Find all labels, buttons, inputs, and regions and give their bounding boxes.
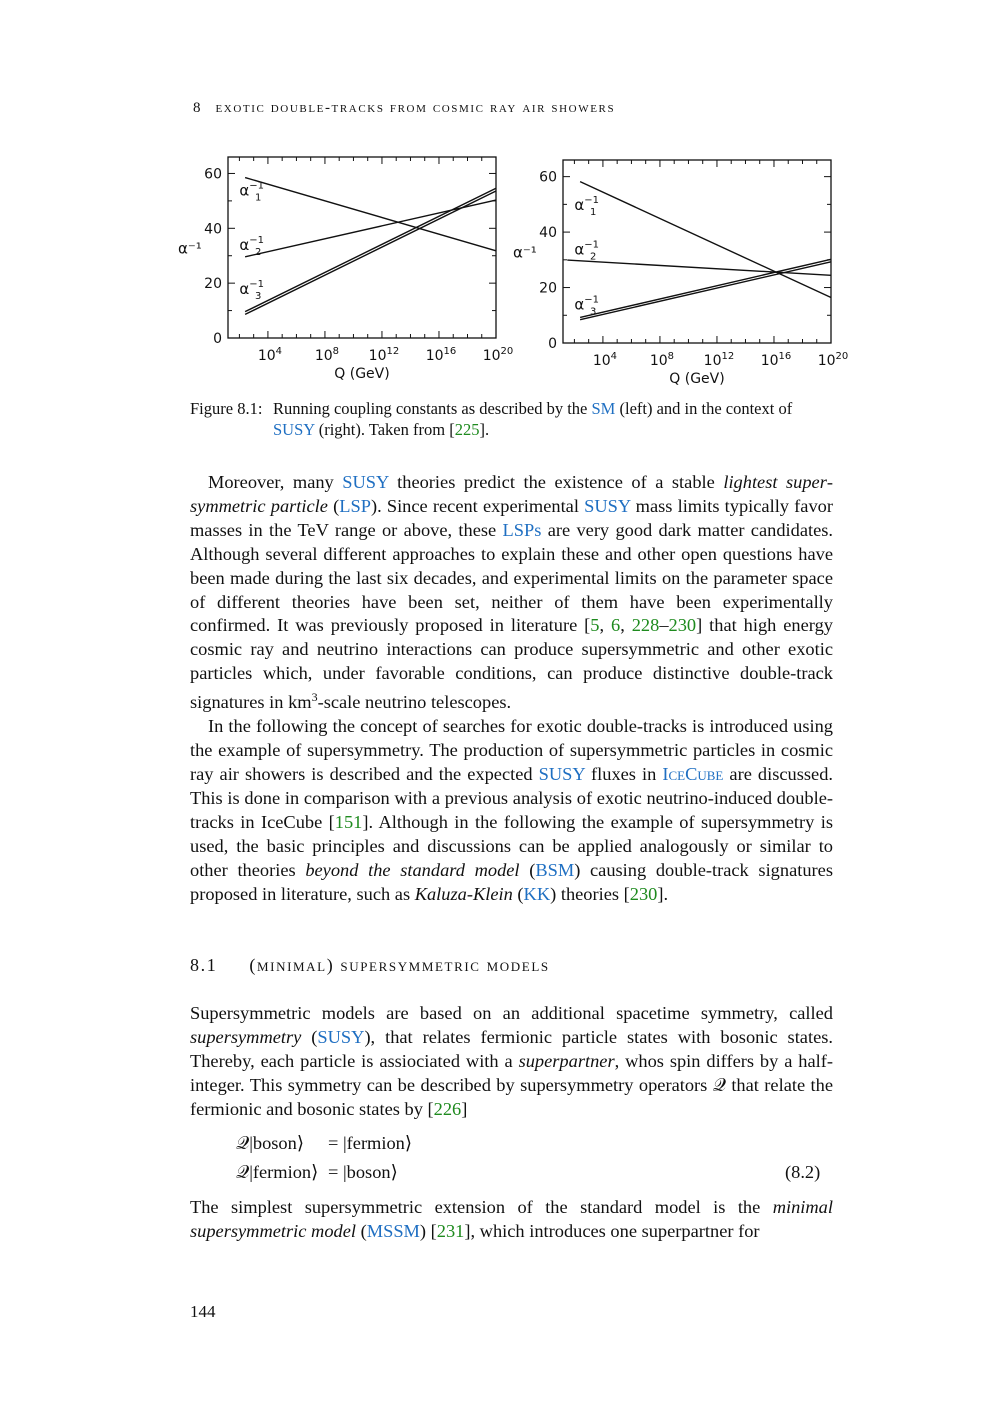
x-tick-label [704,351,735,369]
series-label-sup: −1 [584,294,600,306]
emphasis: beyond the standard model [305,859,520,880]
acronym-link[interactable]: MSSM [366,1220,420,1241]
y-axis-label: α⁻¹ [178,239,202,258]
x-tick-label [426,346,457,364]
x-tick-label [818,351,849,369]
emphasis: superpartner [518,1050,615,1071]
chapter-title: exotic double-tracks from cosmic ray air showers [215,100,616,116]
x-axis-label: Q (GeV) [669,371,725,387]
x-tick-label-exponent: 4 [275,346,283,357]
x-tick-label-exponent: 8 [332,346,340,357]
series-label-sub: 3 [255,291,262,303]
x-tick-label-exponent: 16 [443,346,457,357]
series-label-base: α [574,295,585,314]
text-run: Supersymmetric models are based on an additional spacetime symmetry, called [190,1003,833,1023]
text-run: The simplest supersymmetric extension of the standard model is the [190,1197,773,1217]
plot-frame [563,160,831,343]
equation-line [236,1162,398,1183]
x-tick-label-base: 10 [314,348,333,364]
text-run: ) theories [ [550,883,630,904]
y-tick-label: 20 [539,280,557,297]
text-run: ( [356,1220,367,1241]
figure-caption [190,398,835,440]
series-label-sub: 1 [590,206,597,218]
series-label-sup: −1 [249,180,265,192]
equation-lhs: 𝒬|boson⟩ [236,1133,304,1153]
series-label-base: α [574,240,585,259]
series-label [574,295,599,318]
software-name-link[interactable]: IceCube [662,764,724,784]
x-tick-label-base: 10 [760,353,779,369]
text-run: are discussed. This is done in comparison with a previous analysis of exotic neutrino-induced double-tracks in IceCube [ [190,764,834,832]
chart-susy-running-couplings [505,150,850,385]
text-run: ] that high energy cosmic ray and neutrino interactions can produce supersymmetric and other exotic particles which, under favorable conditions, can produce distinctive double-track signatures in km [190,615,833,713]
series-label-base: α [239,280,250,299]
y-axis-label: α⁻¹ [513,243,537,262]
y-tick-label: 60 [539,169,557,186]
text-run: (left) and in the context of [615,399,793,418]
series-label-base: α [574,195,585,214]
series-line [580,182,831,298]
series-label-sup: −1 [584,194,600,206]
acronym-link[interactable]: SUSY [538,764,585,784]
x-tick-label-base: 10 [482,348,501,364]
chapter-number: 8 [193,100,203,116]
series-label-sub: 2 [590,251,597,263]
text-run: In the following the concept of searches for exotic double-tracks is introduced using the example of supersymmetry. The production of supersymmetric particles in cosmic ray air showers is described and the expected [190,716,833,784]
text-run: are very good dark matter candidates. Although several different approaches to explain these and other open questions have been made during the last six decades, and experimental limits on the parameter space of different theories have been set, neither of them have been experimentally confirmed. It was previously proposed in literature [ [190,519,834,636]
acronym-link[interactable]: BSM [535,859,575,880]
text-run: ), that relates fermionic particle states with bosonic states. Thereby, each particle is assiociated with a [190,1026,833,1071]
series-line [245,200,496,257]
text-run: mass limits typically favor masses in the TeV range or above, these [190,495,833,540]
x-tick-label [258,346,282,364]
x-tick-label [761,351,792,369]
equation-line [236,1133,412,1154]
x-tick-label-base: 10 [817,353,836,369]
text-run: Running coupling constants as described by the [273,399,592,418]
acronym-link[interactable]: KK [523,883,551,904]
emphasis: lightest supersymmetric particle [190,472,833,516]
citation-link[interactable]: 230 [668,615,697,636]
x-tick-label-exponent: 8 [667,351,675,362]
section-title: (minimal) supersymmetric models [249,955,550,975]
equation-lhs: 𝒬|fermion⟩ [236,1162,319,1182]
text-run: ) causing double-track signatures proposed in literature, such as [190,859,833,904]
text-run: Moreover, many [208,472,343,492]
y-tick-label: 0 [213,331,222,347]
text-run: – [659,615,669,636]
equation-rhs: = |fermion⟩ [328,1133,413,1153]
text-run: fluxes in [584,764,663,784]
series-label [239,180,264,203]
x-tick-label [315,346,339,364]
x-tick-label [369,346,400,364]
x-tick-label-base: 10 [368,348,387,364]
x-tick-label-exponent: 16 [778,351,792,362]
y-tick-label: 40 [539,225,557,242]
text-run: theories predict the existence of a stable [388,472,724,492]
series-label-sup: −1 [249,235,265,247]
emphasis: Kaluza-Klein [414,883,513,904]
text-run: ( [301,1026,318,1047]
emphasis: supersymmetry [190,1026,302,1047]
citation-link[interactable]: 226 [433,1098,462,1119]
body-text-section [190,1002,833,1122]
acronym-link[interactable]: SUSY [317,1026,365,1047]
text-run: ], which introduces one superpartner for [464,1220,760,1241]
text-run: ( [519,859,536,880]
citation-link[interactable]: 231 [436,1220,465,1241]
series-label [574,239,599,262]
x-tick-label-base: 10 [592,353,611,369]
text-run: ] [461,1098,468,1119]
text-run: ]. Although in the following the example of supersymmetry is used, the basic principles and discussions can be applied analogously or similar to other theories [190,811,833,880]
series-label-base: α [239,181,250,200]
section-number: 8.1 [190,955,218,975]
citation-link[interactable]: 228 [631,615,660,636]
citation-link[interactable]: 151 [334,811,363,832]
equation-number: (8.2) [785,1162,821,1182]
series-line [245,191,496,314]
x-tick-label-exponent: 12 [721,351,735,362]
y-tick-label: 40 [204,221,222,238]
x-tick-label-base: 10 [425,348,444,364]
x-tick-label [650,351,674,369]
y-tick-label: 20 [204,276,222,293]
acronym-link[interactable]: SM [591,399,616,418]
x-axis-label: Q (GeV) [334,366,390,382]
citation-link[interactable]: 6 [611,615,621,636]
body-text-intro [190,471,833,906]
x-tick-label-base: 10 [703,353,722,369]
text-run: ) [ [419,1220,437,1241]
x-tick-label [593,351,617,369]
series-label-sup: −1 [249,279,265,291]
acronym-link[interactable]: LSP [339,495,371,516]
superscript: 3 [311,690,318,705]
citation-link[interactable]: 225 [454,420,480,439]
series-line [580,262,831,320]
series-line [245,178,496,251]
text-run: , whos spin differs by a half-integer. This symmetry can be described by supersymmetry operators 𝒬 that relate the fermionic and bosonic states by [ [190,1050,833,1119]
acronym-link[interactable]: SUSY [342,472,389,492]
series-label [574,195,599,218]
series-label-sub: 2 [255,247,262,259]
paragraph [190,1196,833,1244]
acronym-link[interactable]: SUSY [584,495,631,516]
running-head [193,100,615,117]
text-run: ]. [479,420,490,439]
paragraph [190,1002,833,1122]
figure-label: Figure 8.1: [190,399,263,418]
x-tick-label-exponent: 20 [500,346,514,357]
text-run: ( [512,883,524,904]
series-label [239,279,264,302]
paragraph [190,715,833,906]
page-number: 144 [190,1302,216,1321]
y-tick-label: 0 [548,336,557,352]
citation-link[interactable]: 5 [590,615,600,636]
y-tick-label: 60 [204,166,222,183]
series-label-sub: 1 [255,192,262,204]
text-run: , [620,615,632,636]
series-line [567,260,831,275]
x-tick-label-base: 10 [649,353,668,369]
x-tick-label-exponent: 20 [835,351,849,362]
series-label-sub: 3 [590,306,597,318]
acronym-link[interactable]: SUSY [273,420,315,439]
x-tick-label-exponent: 12 [386,346,400,357]
text-run: -scale neutrino telescopes. [317,692,512,713]
series-line [245,188,496,311]
body-text-mssm [190,1196,833,1244]
text-run: ]. [657,883,669,904]
acronym-link[interactable]: LSPs [502,519,542,540]
equation-rhs: = |boson⟩ [328,1162,398,1182]
x-tick-label-exponent: 4 [610,351,618,362]
section-heading [190,955,550,976]
x-tick-label-base: 10 [257,348,276,364]
paragraph [190,471,833,715]
citation-link[interactable]: 230 [629,883,658,904]
series-label-base: α [239,236,250,255]
text-run: ). Since recent experimental [370,495,585,516]
emphasis: minimal supersymmetric model [190,1197,833,1241]
chart-sm-running-couplings [170,150,514,385]
text-run: ( [327,495,340,516]
caption-text [273,398,835,440]
text-run: (right). Taken from [ [314,420,455,439]
text-run: , [599,615,611,636]
series-label-sup: −1 [584,239,600,251]
